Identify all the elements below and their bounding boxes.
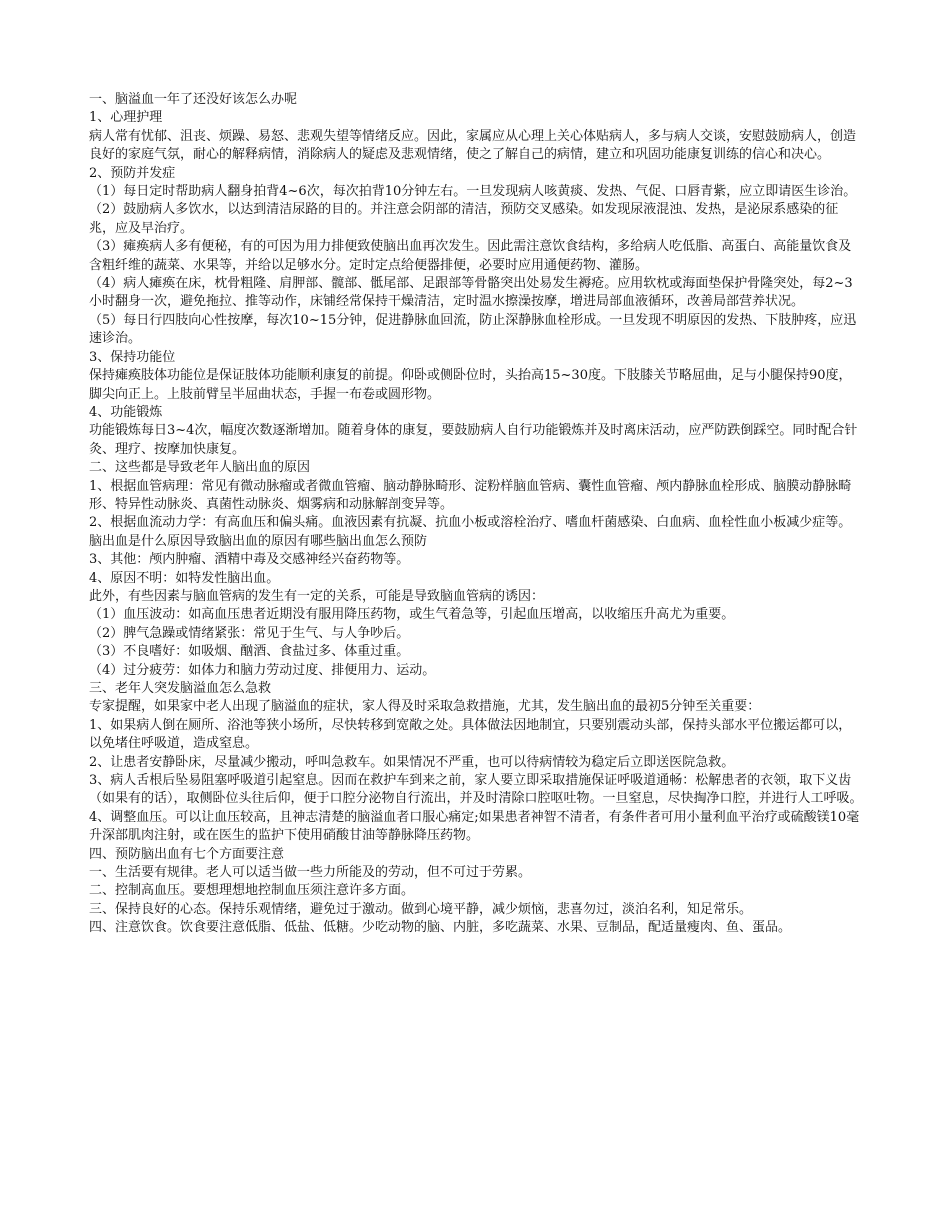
paragraph: 3、其他：颅内肿瘤、酒精中毒及交感神经兴奋药物等。 [89,552,410,568]
subheading: 2、预防并发症 [89,165,176,181]
paragraph: 4、原因不明：如特发性脑出血。 [89,570,280,586]
paragraph: 3、病人舌根后坠易阻塞呼吸道引起窒息。因而在救护车到来之前，家人要立即采取措施保证呼吸道通畅：松解患者的衣领，取下义齿（如果有的话），取侧卧位头往后仰，便于口腔分泌物自行流出，并及时清除口腔呕吐物。一旦窒息，尽快掏净口腔，并进行人工呼吸。 [89,773,863,807]
paragraph: （2）鼓励病人多饮水，以达到清洁尿路的目的。并注意会阴部的清洁，预防交叉感染。如发现尿液混浊、发热，是泌尿系感染的征兆，应及早治疗。 [89,202,839,236]
subheading: 1、心理护理 [89,110,163,126]
section-heading: 二、这些都是导致老年人脑出血的原因 [89,460,311,476]
paragraph: 2、根据血流动力学：有高血压和偏头痛。血液因素有抗凝、抗血小板或溶栓治疗、嗜血杆菌感染、白血病、血栓性血小板减少症等。 [89,515,852,531]
paragraph: 2、让患者安静卧床，尽量减少搬动，呼叫急救车。如果情况不严重，也可以待病情较为稳定后立即送医院急救。 [89,754,735,770]
paragraph: 功能锻炼每日3~4次，幅度次数逐渐增加。随着身体的康复，要鼓励病人自行功能锻炼并及时离床活动，应严防跌倒踩空。同时配合针灸、理疗、按摩加快康复。 [89,423,858,457]
paragraph: 专家提醒，如果家中老人出现了脑溢血的症状，家人得及时采取急救措施，尤其，发生脑出血的最初5分钟至关重要： [89,699,761,715]
subheading: 3、保持功能位 [89,349,176,365]
paragraph: （5）每日行四肢向心性按摩，每次10~15分钟，促进静脉血回流，防止深静脉血栓形成。一旦发现不明原因的发热、下肢肿疼，应迅速诊治。 [89,312,857,347]
section-heading: 四、预防脑出血有七个方面要注意 [89,846,285,862]
paragraph: 此外，有些因素与脑血管病的发生有一定的关系，可能是导致脑血管病的诱因： [89,588,545,604]
paragraph: 二、控制高血压。要想理想地控制血压须注意许多方面。 [89,883,415,899]
paragraph: 病人常有忧郁、沮丧、烦躁、易怒、悲观失望等情绪反应。因此，家属应从心理上关心体贴病人，多与病人交谈，安慰鼓励病人，创造良好的家庭气氛，耐心的解释病情，消除病人的疑虑及悲观情绪，使之了解自己的病情，建立和巩固功能康复训练的信心和决心。 [89,128,857,163]
paragraph: 1、如果病人倒在厕所、浴池等狭小场所，尽快转移到宽敞之处。具体做法因地制宜，只要别震动头部，保持头部水平位搬运都可以，以免堵住呼吸道，造成窒息。 [89,717,852,752]
paragraph: 一、生活要有规律。老人可以适当做一些力所能及的劳动，但不可过于劳累。 [89,865,532,881]
subheading: 4、功能锻炼 [89,404,163,420]
paragraph: 4、调整血压。可以让血压较高，且神志清楚的脑溢血者口服心痛定;如果患者神智不清者，有条件者可用小量利血平治疗或硫酸镁10毫升深部肌肉注射，或在医生的监护下使用硝酸甘油等静脉降压药物。 [89,809,860,844]
paragraph: 1、根据血管病理：常见有微动脉瘤或者微血管瘤、脑动静脉畸形、淀粉样脑血管病、囊性血管瘤、颅内静脉血栓形成、脑膜动静脉畸形、特异性动脉炎、真菌性动脉炎、烟雾病和动脉解剖变异等。 [89,478,852,512]
paragraph: （4）病人瘫痪在床，枕骨粗隆、肩胛部、髋部、骶尾部、足跟部等骨骼突出处易发生褥疮。应用软枕或海面垫保护骨隆突处，每2~3小时翻身一次，避免拖拉、推等动作，床铺经常保持干燥清洁，定时温水擦澡按摩，增进局部血液循环，改善局部营养状况。 [89,276,853,310]
paragraph: （1）血压波动：如高血压患者近期没有服用降压药物，或生气着急等，引起血压增高，以收缩压升高尤为重要。 [89,607,735,623]
section-heading: 一、脑溢血一年了还没好该怎么办呢 [89,92,298,107]
paragraph: 保持瘫痪肢体功能位是保证肢体功能顺利康复的前提。仰卧或侧卧位时，头抬高15~30度。下肢膝关节略屈曲，足与小腿保持90度，脚尖向正上。上肢前臂呈半屈曲状态，手握一布卷或圆形物。 [89,368,852,402]
paragraph: （3）不良嗜好：如吸烟、酗酒、食盐过多、体重过重。 [89,644,410,660]
paragraph: （3）瘫痪病人多有便秘，有的可因为用力排便致使脑出血再次发生。因此需注意饮食结构，多给病人吃低脂、高蛋白、高能量饮食及含粗纤维的蔬菜、水果等，并给以足够水分。定时定点给便器排便，必要时应用通便药物、灌肠。 [89,239,852,273]
paragraph: （2）脾气急躁或情绪紧张：常见于生气、与人争吵后。 [89,625,410,641]
paragraph: （1）每日定时帮助病人翻身拍背4~6次，每次拍背10分钟左右。一旦发现病人咳黄痰、发热、气促、口唇青紫，应立即请医生诊治。 [89,184,857,200]
paragraph: （4）过分疲劳：如体力和脑力劳动过度、排便用力、运动。 [89,662,436,678]
paragraph: 三、保持良好的心态。保持乐观情绪，避免过于激动。做到心境平静，减少烦恼，悲喜勿过，淡泊名利，知足常乐。 [89,901,753,917]
section-heading: 三、老年人突发脑溢血怎么急救 [89,681,272,696]
paragraph: 脑出血是什么原因导致脑出血的原因有哪些脑出血怎么预防 [89,533,428,549]
paragraph: 四、注意饮食。饮食要注意低脂、低盐、低糖。少吃动物的脑、内脏，多吃蔬菜、水果、豆制品，配适量瘦肉、鱼、蛋品。 [89,920,792,936]
